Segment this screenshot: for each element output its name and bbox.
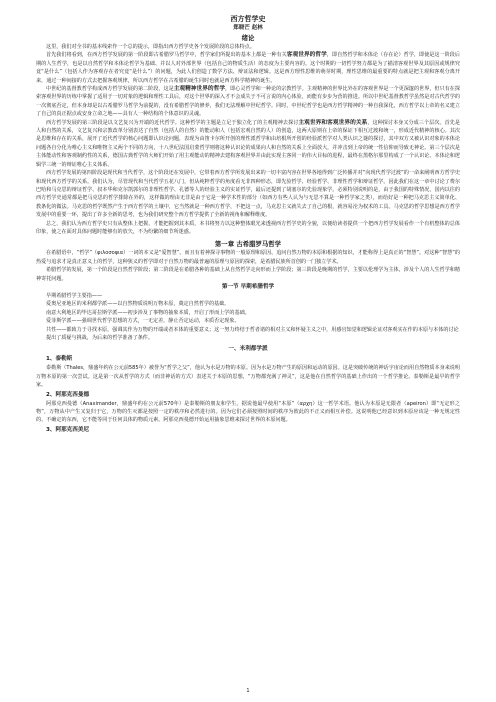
intro-section [36, 43, 460, 236]
intro-paragraph [36, 43, 460, 51]
philosopher-paragraph: 泰勒斯（Thales，鼎盛年约在公元前585年）被誉为“哲学之父”，他认为水是万物的本原。因为水是万物产生的原因和运动的原因。这是突破传统的神话宇宙论而用自然物质本身来说明万物本原的第一次尝试。这是第一次从哲学的方式（而非神话的方式）表述关于本原的思想，“万物都充满了神灵”，这是他在自然哲学的基础上作出的一个哲学推论。泰勒斯是最早的哲学家。 [36, 365, 460, 389]
intro-paragraph [36, 169, 460, 219]
philosopher-heading: 3、阿那克西美尼 [46, 426, 90, 433]
subsection-heading: 一、米利都学派 [228, 346, 268, 353]
overview-line: 爱菲斯学派——强调世代哲学思想的方式，一无定差，静止否定运动，本质否定现象。 [46, 318, 240, 325]
page-number: 1 [246, 688, 250, 694]
paragraph-text: 这里，我们对全书的基本线索作一个总的提示，即指出西方哲学史各个发展阶段的总体特点。 [46, 44, 255, 50]
intro-heading: 绪论 [241, 34, 255, 42]
authors: 郑晓芒 赵林 [233, 25, 263, 31]
page-title: 西方哲学史 [230, 15, 266, 23]
paragraph-text: 总之，我们认为西方哲学史只有从整体上把握，才能把握到其本质，本书将努力以这种整体眼光来透视西方哲学史的全貌，以便给读者提供一个把西方哲学发展看作一个有机整体的总体印象，使之在面对具体问题时能够有的放矢，不为纷繁的细节所迷惑。 [36, 220, 460, 235]
overview-line: 爱奥尼亚地区的米利都学派——以自然物质说明万物本原，奠定自然哲学的基础。 [46, 301, 230, 308]
paragraph-text: ，即心灵哲学和一种论的宗教哲学。主观精神的世界比外在的客观世界是一个更深邃的世界，但只有在探索客观世界的历练中掌握了适用于一切对象的逻辑和理性工具后，对这个世界的深入才不会成失于不可言说的内心体验，而能有步步为营的推进。所以中世纪基督教哲学虽然是对古代哲学的一次彻底否定，但本身却是以古希腊罗马哲学为前提的，没有希腊哲学的修养，我们无法理解中世纪哲学。同时，中世纪哲学也是西方哲学精神的一种自我深化，西方哲学以上帝的名义建立了自己的真正据点或安身立命之地——具有人一种结构的个体意识的灵魂。 [36, 86, 460, 118]
philosopher-list [36, 355, 460, 434]
paragraph-text: 首先我们将看到，在西方哲学发展的第一阶段即古希腊罗马哲学中，哲学家们所提出的基本上都是一种有关 [46, 52, 287, 59]
emphasis-text: 主观世界和客观世界的关系 [298, 119, 368, 126]
section-title: 第一节 早期希腊哲学 [221, 283, 275, 290]
chapter-paragraph: 在希腊语中，“哲学”（φιλοσοφια）一词的本义是“爱智慧”。而且有着神探寻事物的一般原理和原因、追问自然万物的本原和根据的知识，才能称得上是真正的“智慧”。对这种“智慧”的热爱与追求才是真正意义上的哲学，这种狭义的哲学即对于自然万物的最普遍的原理与原因的探索，是希腊民族所首创的一门独立学术。 [36, 250, 460, 265]
chapter-paragraph: 希腊哲学的发展，第一个阶段是自然哲学阶段；第二阶段是在希腊各种的基础上从自然哲学走向形而上学阶段；第三阶段是晚期的哲学，主要以伦理学为主体，涉及个人的人生哲学和精神寄托问题。 [36, 267, 460, 282]
overview-line: 南意大利地区的毕达哥拉斯学派——初步涉及了事物的抽象本质，开启了形而上学的基础。 [46, 309, 250, 316]
paragraph-text: 中世纪的基督教哲学构成西方哲学发展的第二阶段，这是 [46, 86, 174, 93]
section-overview [36, 292, 460, 342]
paragraph-text: ，即自然哲学和本体论（存在论）哲学，即使是这一阶段后期的人生哲学，也是以自然哲学和本体论哲学为基础、并以人对外部世界（包括自己的物质生活）的态度为主要内容的。这个时期的一切哲学努力都是为了描清客观世界及其原因或规律究竟“是什么”（包括人作为客观存在者究竟“是什么”）的问题，为此人们创造了数学方法、辩证法和逻辑。这是西方理性思维的萌芽时期，理性思维的最重要的特点就是把主观和客观分离开来，通过一种间接的方式去把握客观规律，所以西方哲学在古希腊的诞生同时也就是西方科学精神的诞生。 [36, 52, 460, 84]
paragraph-text: 西方哲学发展的第三阶段是以文艺复兴为开端的近代哲学。这种哲学的主题是立足于独立化了的主观精神去探讨 [46, 119, 299, 126]
chapter-intro [36, 249, 460, 283]
philosopher-heading: 1、泰勒斯 [46, 356, 73, 363]
overview-line: 早期希腊哲学主要指—— [46, 292, 103, 299]
intro-paragraph [36, 220, 460, 237]
emphasis-text: 客观世界的哲学 [286, 52, 327, 59]
philosopher-heading: 2、阿那克西曼德 [46, 391, 90, 398]
intro-paragraph [36, 85, 460, 119]
paragraph-text: 西方哲学发展的第四阶段是现代和当代哲学，这个阶段还在发展中，它带着西方哲学所发展出来的一切丰富内容在世界各地得到广泛传播并对“向现代哲学过渡”的一命来阐明西方哲学史和现代西方哲学的关系。我们认为，尽管现代和当代哲学五花八门，但从纯粹哲学的角度看无非四种形态，即先验哲学、经验哲学、非理性哲学和辩证哲学。因此我们在这一章中讨论了费尔巴哈和马克思的辩证哲学、叔本华和克尔凯郭尔的非理性哲学、孔德等人的经验主义的实证哲学，最后还提到了胡塞尔的先验现象学。必须特别说明的是，由于我国的特殊情况，国内以往的西方哲学史通常都是把马克思的哲学排除在外的，这样做的理由无非是由于它是一种学术性的部分（如西方有些人认为与无思不算是一种哲学家之类），而给好是一种把马克思主义简单化、教条化的做法。马克思的哲学既然产生于西方哲学的土壤中，它当然就是一种西方哲学，不把这一点，马克思主义就失去了自己的根，就容易沦为权术的工具。马克思的哲学思想是西方哲学发展中的重要一环，提出了许多全新的思考，也为我们研究整个西方哲学提供了全新的视角和解释维度。 [36, 170, 460, 219]
intro-paragraph [36, 119, 460, 169]
overview-line: 共性——都致力于寻找本原，强调其作为万物的开端或者本体的重要意义；这一努力终结于哲者诸的相对主义和怀疑主义之中，用感官知觉和逻辑论证对客观实在作的本原与本体的讨论提出了质疑与挑战，为后来的哲学准备了条件。 [46, 326, 459, 341]
emphasis-text: 主观精神世界的哲学 [173, 86, 226, 93]
paragraph-text: ，这种探讨本身又分成三个层次。首先是人和自然的关系，文艺复兴和宗教改革分别表达了自然（包括人的自然）的能动和人（包括宏观自然的人）的创造，这两大原则在上帝的保证下相互过渡和统一，形成近代精神的核心。其次是思维和存在的关系，展开了近代哲学的核心问题即认识论问题，表现为由笛卡尔所开创的理性派哲学和由培根所开创的经验派哲学对人类认识之谜的探讨，其中双方又被认识对象的本体论问题各自分化为唯心主义和唯物主义两个不同的方向，十八世纪法国启蒙哲学则将这种认识论的成果向人和自然的关系上全面放大，并冲击到上帝的统一性信仰而导致无神论。第三个层次是主体能动性和客观制约性的关系，德国古典哲学的大师们开始了用主观能动的精神去建构客观世界并由此实现主客同一的伟大目标的进程，最终在黑格尔那里构成了一个认识论、本体论和逻辑学三统一的辩证唯心主义体系。 [36, 119, 460, 168]
philosopher-paragraph: 阿那克西曼德（Anaximander，鼎盛年约在公元前570年）是泰勒斯的朋友和学生。据说他最早使用“本原”（αρχη）这一哲学术语。他认为本原是无限者（apeiron）即“无定形之物”，万物从中产生又复归于它，万物的生灭都是按照一定的秩序和必然进行的。因为它们必须按照时间的秩序为彼此的不正义而相互补偿。这说明他已经意识到本原应该是一种无规定性的、不确定的东西，它不能等同于任何具体的物质元素。阿那克西曼德开始运用抽象思维来探讨世界的本原问题。 [36, 400, 460, 424]
chapter-title: 第一章 古希腊罗马哲学 [214, 240, 282, 249]
intro-paragraph [36, 51, 460, 85]
